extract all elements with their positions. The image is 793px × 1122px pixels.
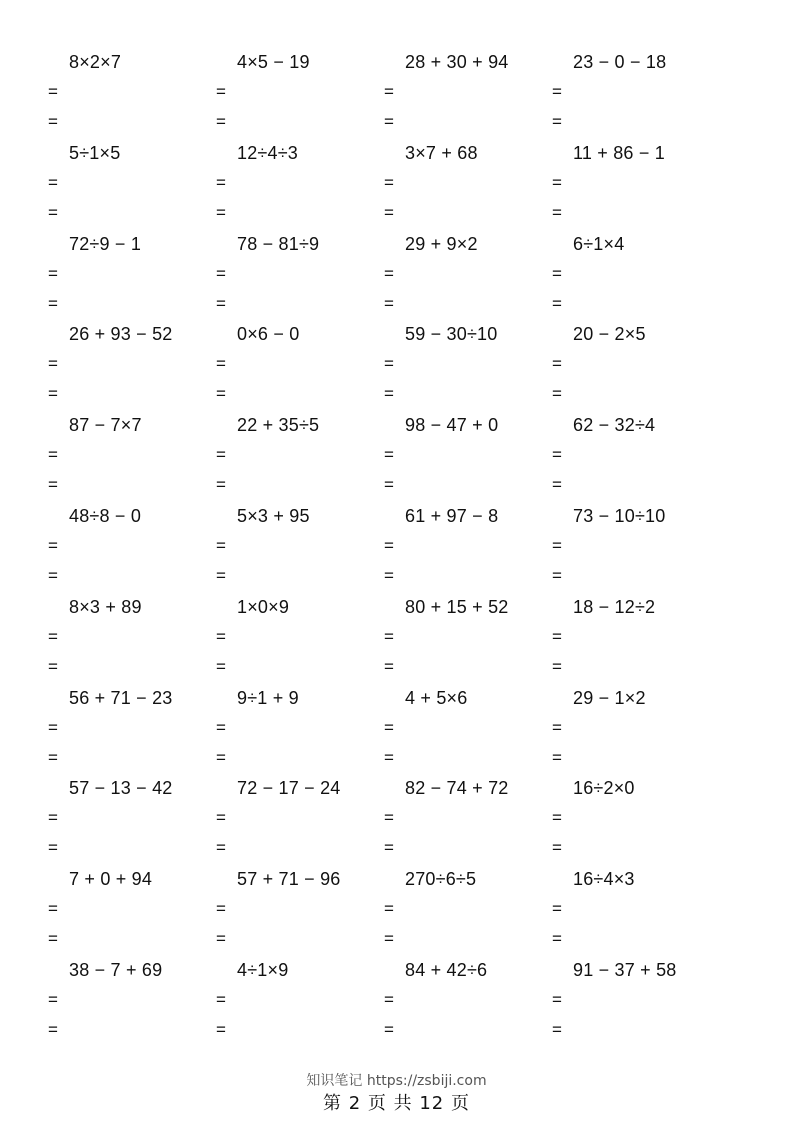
answer-step-1-equals: = (48, 172, 58, 192)
problem-expression: 84 + 42÷6 (405, 959, 488, 980)
problem-expression: 48÷8 − 0 (69, 505, 142, 526)
problem-row (0, 595, 793, 686)
problem-item (48, 504, 216, 595)
problem-item (384, 867, 552, 958)
problem-item (384, 232, 552, 323)
problem-item (48, 322, 216, 413)
problem-expression: 16÷4×3 (573, 869, 635, 890)
problem-expression: 73 − 10÷10 (573, 505, 666, 526)
answer-step-1-equals: = (48, 899, 58, 919)
answer-step-2-equals: = (552, 202, 562, 222)
answer-step-2-equals: = (552, 656, 562, 676)
answer-step-2-equals: = (384, 1019, 394, 1039)
answer-step-2-equals: = (384, 202, 394, 222)
problem-expression: 3×7 + 68 (405, 142, 478, 163)
problem-item (384, 686, 552, 777)
problem-expression: 72÷9 − 1 (69, 233, 142, 254)
answer-step-1-equals: = (552, 535, 562, 555)
problem-expression: 20 − 2×5 (573, 324, 646, 345)
problem-item (552, 958, 720, 1049)
answer-step-2-equals: = (384, 565, 394, 585)
problem-item (216, 232, 384, 323)
problem-item (384, 322, 552, 413)
problem-row (0, 413, 793, 504)
problem-item (48, 686, 216, 777)
problem-expression: 18 − 12÷2 (573, 596, 656, 617)
problem-item (216, 686, 384, 777)
problem-item (48, 776, 216, 867)
answer-step-2-equals: = (384, 384, 394, 404)
problem-row (0, 686, 793, 777)
answer-step-1-equals: = (384, 808, 394, 828)
answer-step-2-equals: = (384, 112, 394, 131)
answer-step-2-equals: = (552, 747, 562, 767)
answer-step-2-equals: = (384, 747, 394, 767)
answer-step-1-equals: = (384, 899, 394, 919)
answer-step-2-equals: = (48, 202, 58, 222)
problem-expression: 8×2×7 (69, 52, 122, 72)
answer-step-2-equals: = (216, 475, 226, 495)
problem-row (0, 50, 793, 141)
problem-item (552, 141, 720, 232)
answer-step-2-equals: = (216, 656, 226, 676)
answer-step-1-equals: = (552, 263, 562, 283)
problem-item (216, 504, 384, 595)
answer-step-2-equals: = (48, 1019, 58, 1039)
problem-expression: 98 − 47 + 0 (405, 415, 499, 436)
answer-step-1-equals: = (384, 626, 394, 646)
problem-expression: 62 − 32÷4 (573, 415, 656, 436)
answer-step-2-equals: = (552, 565, 562, 585)
answer-step-2-equals: = (384, 656, 394, 676)
problem-expression: 57 + 71 − 96 (237, 869, 341, 890)
problem-item (552, 413, 720, 504)
problem-row (0, 958, 793, 1049)
problem-expression: 12÷4÷3 (237, 142, 299, 163)
problem-expression: 16÷2×0 (573, 778, 635, 799)
problem-expression: 9÷1 + 9 (237, 687, 299, 708)
problem-expression: 4×5 − 19 (237, 52, 310, 72)
problem-expression: 28 + 30 + 94 (405, 52, 509, 72)
problem-item (384, 504, 552, 595)
problem-expression: 56 + 71 − 23 (69, 687, 173, 708)
problem-expression: 72 − 17 − 24 (237, 778, 341, 799)
answer-step-1-equals: = (48, 445, 58, 465)
problem-item (216, 141, 384, 232)
problem-item (552, 232, 720, 323)
answer-step-1-equals: = (384, 989, 394, 1009)
answer-step-2-equals: = (216, 929, 226, 949)
problem-item (384, 141, 552, 232)
answer-step-1-equals: = (384, 172, 394, 192)
answer-step-1-equals: = (384, 82, 394, 101)
answer-step-2-equals: = (216, 747, 226, 767)
problem-item (216, 776, 384, 867)
problem-item (216, 413, 384, 504)
answer-step-2-equals: = (216, 384, 226, 404)
problem-expression: 82 − 74 + 72 (405, 778, 509, 799)
answer-step-1-equals: = (552, 717, 562, 737)
problem-item (552, 322, 720, 413)
answer-step-1-equals: = (216, 263, 226, 283)
answer-step-1-equals: = (384, 445, 394, 465)
problem-item (48, 413, 216, 504)
answer-step-1-equals: = (216, 626, 226, 646)
problem-item (552, 504, 720, 595)
answer-step-1-equals: = (48, 535, 58, 555)
problem-item (384, 958, 552, 1049)
answer-step-1-equals: = (216, 172, 226, 192)
problem-row (0, 322, 793, 413)
footer-site-text: 知识笔记 https://zsbiji.com (306, 1073, 487, 1089)
problem-expression: 7 + 0 + 94 (69, 869, 153, 890)
answer-step-2-equals: = (552, 838, 562, 858)
problem-item (552, 686, 720, 777)
answer-step-1-equals: = (384, 535, 394, 555)
answer-step-2-equals: = (216, 838, 226, 858)
answer-step-2-equals: = (552, 112, 562, 131)
problem-expression: 23 − 0 − 18 (573, 52, 667, 72)
problem-expression: 5÷1×5 (69, 142, 121, 163)
problem-expression: 80 + 15 + 52 (405, 596, 509, 617)
answer-step-2-equals: = (48, 112, 58, 131)
problem-expression: 29 − 1×2 (573, 687, 646, 708)
problem-item (552, 867, 720, 958)
answer-step-2-equals: = (552, 929, 562, 949)
answer-step-1-equals: = (552, 82, 562, 101)
problem-expression: 59 − 30÷10 (405, 324, 498, 345)
answer-step-2-equals: = (384, 838, 394, 858)
problem-expression: 91 − 37 + 58 (573, 959, 677, 980)
answer-step-1-equals: = (552, 172, 562, 192)
answer-step-2-equals: = (552, 384, 562, 404)
problem-item (216, 867, 384, 958)
problem-item (216, 958, 384, 1049)
problem-expression: 22 + 35÷5 (237, 415, 320, 436)
problem-item (48, 141, 216, 232)
problem-row (0, 141, 793, 232)
answer-step-1-equals: = (48, 626, 58, 646)
answer-step-1-equals: = (216, 989, 226, 1009)
answer-step-2-equals: = (48, 384, 58, 404)
answer-step-2-equals: = (384, 475, 394, 495)
answer-step-1-equals: = (48, 808, 58, 828)
answer-step-2-equals: = (48, 656, 58, 676)
answer-step-1-equals: = (48, 82, 58, 101)
answer-step-2-equals: = (552, 1019, 562, 1039)
problem-expression: 87 − 7×7 (69, 415, 142, 436)
problem-item (48, 867, 216, 958)
answer-step-2-equals: = (48, 838, 58, 858)
problem-item (552, 50, 720, 141)
answer-step-1-equals: = (216, 899, 226, 919)
answer-step-1-equals: = (216, 82, 226, 101)
problem-expression: 1×0×9 (237, 596, 290, 617)
worksheet-grid (0, 50, 793, 1049)
answer-step-2-equals: = (216, 293, 226, 313)
problem-item (384, 50, 552, 141)
answer-step-1-equals: = (216, 445, 226, 465)
footer-page-number: 第 2 页 共 12 页 (323, 1093, 470, 1114)
answer-step-1-equals: = (216, 535, 226, 555)
answer-step-2-equals: = (216, 202, 226, 222)
answer-step-1-equals: = (48, 354, 58, 374)
answer-step-1-equals: = (48, 717, 58, 737)
answer-step-1-equals: = (384, 354, 394, 374)
answer-step-1-equals: = (48, 989, 58, 1009)
answer-step-1-equals: = (552, 808, 562, 828)
answer-step-1-equals: = (552, 626, 562, 646)
answer-step-2-equals: = (48, 747, 58, 767)
answer-step-2-equals: = (48, 929, 58, 949)
problem-expression: 29 + 9×2 (405, 233, 478, 254)
answer-step-2-equals: = (216, 1019, 226, 1039)
answer-step-2-equals: = (48, 293, 58, 313)
problem-item (216, 322, 384, 413)
problem-expression: 270÷6÷5 (405, 869, 477, 890)
problem-expression: 8×3 + 89 (69, 596, 142, 617)
problem-item (48, 50, 216, 141)
problem-expression: 38 − 7 + 69 (69, 959, 163, 980)
problem-expression: 11 + 86 − 1 (573, 142, 665, 163)
answer-step-2-equals: = (384, 293, 394, 313)
problem-expression: 4÷1×9 (237, 959, 289, 980)
problem-item (48, 958, 216, 1049)
problem-item (384, 595, 552, 686)
problem-item (48, 595, 216, 686)
problem-item (552, 776, 720, 867)
problem-expression: 57 − 13 − 42 (69, 778, 173, 799)
problem-expression: 26 + 93 − 52 (69, 324, 173, 345)
problem-item (552, 595, 720, 686)
problem-item (384, 413, 552, 504)
answer-step-2-equals: = (48, 565, 58, 585)
problem-item (384, 776, 552, 867)
problem-item (216, 595, 384, 686)
problem-expression: 6÷1×4 (573, 233, 625, 254)
answer-step-1-equals: = (216, 808, 226, 828)
problem-row (0, 232, 793, 323)
problem-expression: 0×6 − 0 (237, 324, 300, 345)
answer-step-1-equals: = (552, 899, 562, 919)
answer-step-1-equals: = (552, 354, 562, 374)
problem-row (0, 776, 793, 867)
answer-step-1-equals: = (552, 989, 562, 1009)
answer-step-2-equals: = (384, 929, 394, 949)
answer-step-1-equals: = (216, 717, 226, 737)
answer-step-1-equals: = (216, 354, 226, 374)
problem-expression: 5×3 + 95 (237, 505, 310, 526)
answer-step-2-equals: = (216, 112, 226, 131)
problem-item (48, 232, 216, 323)
answer-step-2-equals: = (216, 565, 226, 585)
problem-expression: 4 + 5×6 (405, 687, 468, 708)
answer-step-2-equals: = (552, 475, 562, 495)
problem-row (0, 867, 793, 958)
problem-expression: 61 + 97 − 8 (405, 505, 499, 526)
answer-step-1-equals: = (384, 717, 394, 737)
problem-expression: 78 − 81÷9 (237, 233, 320, 254)
problem-row (0, 504, 793, 595)
answer-step-1-equals: = (384, 263, 394, 283)
answer-step-2-equals: = (552, 293, 562, 313)
answer-step-1-equals: = (552, 445, 562, 465)
problem-item (216, 50, 384, 141)
answer-step-2-equals: = (48, 475, 58, 495)
answer-step-1-equals: = (48, 263, 58, 283)
